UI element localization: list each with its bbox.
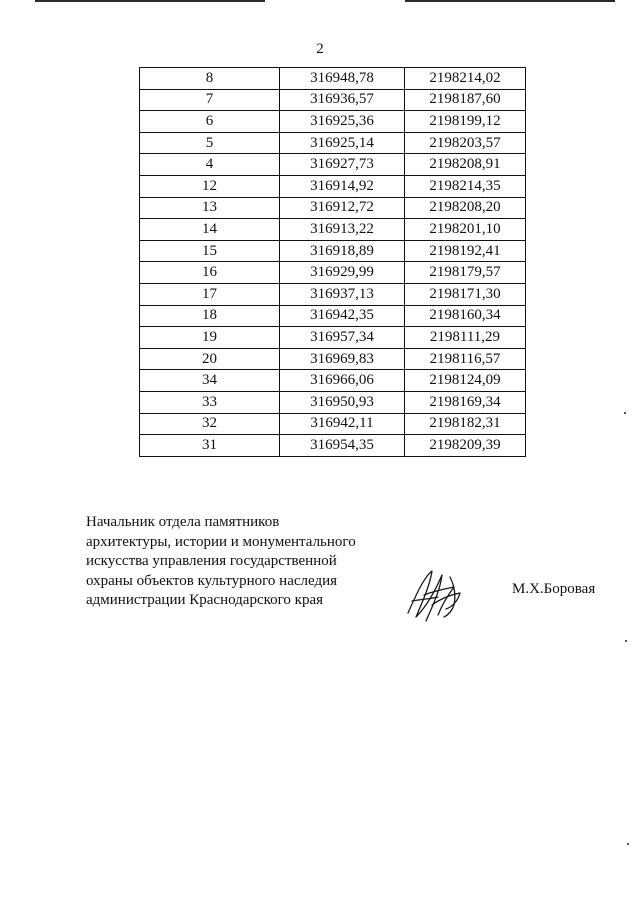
table-row	[140, 197, 526, 219]
x-coordinate-cell: 316942,35	[280, 305, 405, 327]
table-row	[140, 391, 526, 413]
table-row	[140, 262, 526, 284]
y-coordinate-cell: 2198209,39	[405, 435, 526, 457]
point-number-cell: 15	[140, 240, 280, 262]
x-coordinate-cell: 316942,11	[280, 413, 405, 435]
x-coordinate-cell: 316957,34	[280, 327, 405, 349]
x-coordinate-cell: 316936,57	[280, 89, 405, 111]
point-number-cell: 4	[140, 154, 280, 176]
scan-speck	[625, 640, 627, 642]
point-number-cell: 14	[140, 219, 280, 241]
page-number: 2	[316, 41, 324, 57]
y-coordinate-cell: 2198201,10	[405, 219, 526, 241]
position-line: искусства управления государственной	[86, 553, 337, 570]
table-row	[140, 348, 526, 370]
x-coordinate-cell: 316925,14	[280, 132, 405, 154]
y-coordinate-cell: 2198182,31	[405, 413, 526, 435]
y-coordinate-cell: 2198171,30	[405, 283, 526, 305]
y-coordinate-cell: 2198124,09	[405, 370, 526, 392]
x-coordinate-cell: 316966,06	[280, 370, 405, 392]
point-number-cell: 31	[140, 435, 280, 457]
table-row	[140, 111, 526, 133]
x-coordinate-cell: 316950,93	[280, 391, 405, 413]
coordinates-table	[139, 67, 526, 457]
y-coordinate-cell: 2198187,60	[405, 89, 526, 111]
y-coordinate-cell: 2198208,20	[405, 197, 526, 219]
x-coordinate-cell: 316948,78	[280, 68, 405, 90]
handwritten-signature	[402, 565, 472, 625]
x-coordinate-cell: 316937,13	[280, 283, 405, 305]
table-row	[140, 305, 526, 327]
scan-speck	[627, 843, 629, 845]
table-row	[140, 132, 526, 154]
table-row	[140, 327, 526, 349]
y-coordinate-cell: 2198214,35	[405, 175, 526, 197]
point-number-cell: 20	[140, 348, 280, 370]
table-row	[140, 154, 526, 176]
y-coordinate-cell: 2198214,02	[405, 68, 526, 90]
signer-name: М.Х.Боровая	[512, 581, 596, 597]
point-number-cell: 19	[140, 327, 280, 349]
scan-speck	[624, 412, 626, 414]
point-number-cell: 5	[140, 132, 280, 154]
point-number-cell: 7	[140, 89, 280, 111]
position-line: архитектуры, истории и монументального	[86, 533, 356, 550]
position-line: администрации Краснодарского края	[86, 592, 324, 609]
point-number-cell: 33	[140, 391, 280, 413]
point-number-cell: 32	[140, 413, 280, 435]
x-coordinate-cell: 316954,35	[280, 435, 405, 457]
point-number-cell: 17	[140, 283, 280, 305]
x-coordinate-cell: 316969,83	[280, 348, 405, 370]
x-coordinate-cell: 316914,92	[280, 175, 405, 197]
x-coordinate-cell: 316912,72	[280, 197, 405, 219]
point-number-cell: 12	[140, 175, 280, 197]
y-coordinate-cell: 2198116,57	[405, 348, 526, 370]
table-row	[140, 219, 526, 241]
x-coordinate-cell: 316927,73	[280, 154, 405, 176]
y-coordinate-cell: 2198160,34	[405, 305, 526, 327]
y-coordinate-cell: 2198192,41	[405, 240, 526, 262]
position-line: Начальник отдела памятников	[86, 514, 280, 530]
table-row	[140, 283, 526, 305]
table-row	[140, 240, 526, 262]
scan-edge-line	[35, 0, 265, 2]
y-coordinate-cell: 2198179,57	[405, 262, 526, 284]
y-coordinate-cell: 2198208,91	[405, 154, 526, 176]
position-line: охраны объектов культурного наследия	[86, 572, 338, 589]
x-coordinate-cell: 316929,99	[280, 262, 405, 284]
table-row	[140, 413, 526, 435]
x-coordinate-cell: 316918,89	[280, 240, 405, 262]
y-coordinate-cell: 2198203,57	[405, 132, 526, 154]
table-row	[140, 89, 526, 111]
x-coordinate-cell: 316913,22	[280, 219, 405, 241]
point-number-cell: 8	[140, 68, 280, 90]
point-number-cell: 13	[140, 197, 280, 219]
x-coordinate-cell: 316925,36	[280, 111, 405, 133]
point-number-cell: 6	[140, 111, 280, 133]
table-row	[140, 435, 526, 457]
y-coordinate-cell: 2198169,34	[405, 391, 526, 413]
table-row	[140, 370, 526, 392]
signatory-position	[86, 513, 396, 611]
table-row	[140, 175, 526, 197]
point-number-cell: 16	[140, 262, 280, 284]
scan-edge-line	[405, 0, 615, 2]
coordinates-table-body	[140, 68, 526, 457]
point-number-cell: 34	[140, 370, 280, 392]
point-number-cell: 18	[140, 305, 280, 327]
y-coordinate-cell: 2198111,29	[405, 327, 526, 349]
y-coordinate-cell: 2198199,12	[405, 111, 526, 133]
table-row	[140, 68, 526, 90]
